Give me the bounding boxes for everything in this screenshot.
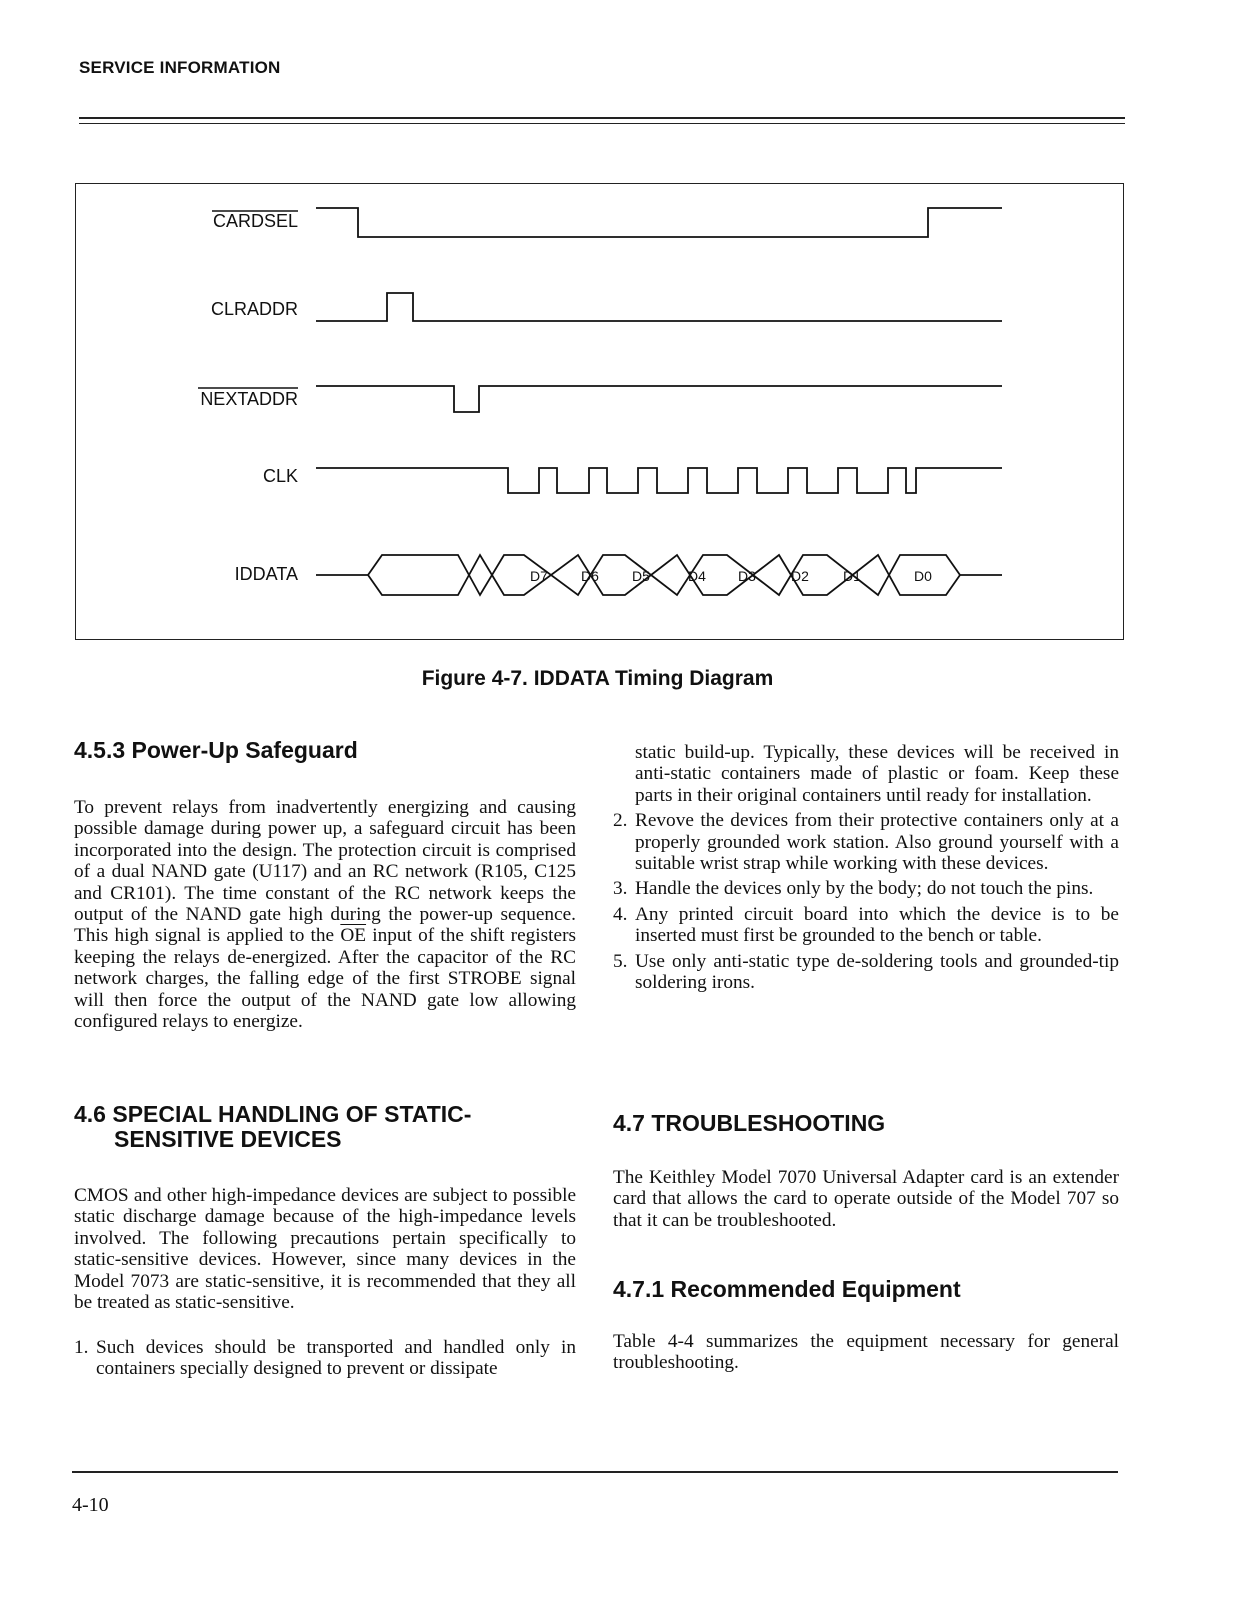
signal-label-iddata: IDDATA [234, 564, 298, 584]
clraddr-waveform [316, 293, 1002, 321]
signal-label-clk: CLK [262, 466, 298, 486]
list-item-2: 2. Revove the devices from their protective containers only at a properly grounded work station. Also ground yourself with a suitable wrist strap while working with these devices. [613, 810, 1119, 875]
list-item-1-part-a: 1. Such devices should be transported and handled only in containers specially designed to prevent or dissipate [74, 1337, 576, 1380]
heading-4-7-1: 4.7.1 Recommended Equipment [613, 1276, 961, 1302]
precaution-list [613, 742, 1119, 993]
signal-label-nextaddr: NEXTADDR [200, 389, 298, 409]
list-item-3: 3. Handle the devices only by the body; do not touch the pins. [613, 878, 1094, 900]
iddata-bit-d5: D5 [632, 568, 650, 584]
heading-4-5-3: 4.5.3 Power-Up Safeguard [74, 737, 358, 763]
paragraph-recommended-equipment: Table 4-4 summarizes the equipment necessary for general troubleshooting. [613, 1331, 1119, 1374]
running-header: SERVICE INFORMATION [79, 58, 281, 77]
paragraph-static-sensitive-intro: CMOS and other high-impedance devices are subject to possible static discharge damage because of the high-impedance levels involved. The following precautions pertain specifically to static-sensitive devices. However, since many devices in the Model 7073 are static-sensitive, it is recommended that they all be treated as static-sensitive. [74, 1185, 576, 1314]
list-item-1-part-b: static build-up. Typically, these devices will be received in anti-static containers made of plastic or foam. Keep these parts in their original containers until ready for installation. [635, 742, 1119, 806]
heading-4-7: 4.7 TROUBLESHOOTING [613, 1110, 886, 1136]
list-item-4: 4. Any printed circuit board into which the device is to be inserted must first be grounded to the bench or table. [613, 903, 1119, 947]
paragraph-troubleshooting: The Keithley Model 7070 Universal Adapter card is an extender card that allows the card to operate outside of the Model 707 so that it can be troubleshooted. [613, 1167, 1119, 1231]
signal-label-cardsel: CARDSEL [212, 211, 298, 231]
iddata-bit-d7: D7 [530, 568, 548, 584]
footer-rule [72, 1471, 1118, 1473]
iddata-waveform [316, 555, 1002, 595]
oe-signal-name: $\overline{OE}$ [340, 925, 367, 947]
list-item-5: 5. Use only anti-static type de-soldering tools and grounded-tip soldering irons. [613, 950, 1119, 994]
page-number: 4-10 [72, 1494, 109, 1516]
iddata-bit-d6: D6 [581, 568, 599, 584]
timing-diagram [0, 0, 1237, 660]
iddata-bit-d0: D0 [914, 568, 932, 584]
cardsel-waveform [316, 208, 1002, 237]
iddata-bit-d3: D3 [738, 568, 756, 584]
iddata-bit-d2: D2 [791, 568, 809, 584]
nextaddr-waveform [316, 386, 1002, 412]
iddata-bit-d4: D4 [688, 568, 706, 584]
heading-4-6: 4.6 SPECIAL HANDLING OF STATIC- SENSITIVE DEVICES [74, 1101, 472, 1152]
iddata-bit-d1: D1 [843, 568, 861, 584]
figure-caption: Figure 4-7. IDDATA Timing Diagram [421, 667, 774, 690]
paragraph-power-up-safeguard: To prevent relays from inadvertently energizing and causing possible damage during power up, a safeguard circuit has been incorporated into the design. The protection circuit is comprised of a dual NAND gate (U117) and an RC network (R105, C125 and CR101). The time constant of the RC network keeps the output of the NAND gate high during the power-up sequence. This high signal is applied to the $\overline{OE}$ input of the shift registers keeping the relays de-energized. After the capacitor of the RC network charges, the falling edge of the first STROBE signal will then force the output of the NAND gate low allowing configured relays to energize. [74, 797, 577, 1033]
signal-label-clraddr: CLRADDR [210, 299, 298, 319]
clk-waveform [316, 468, 1002, 493]
